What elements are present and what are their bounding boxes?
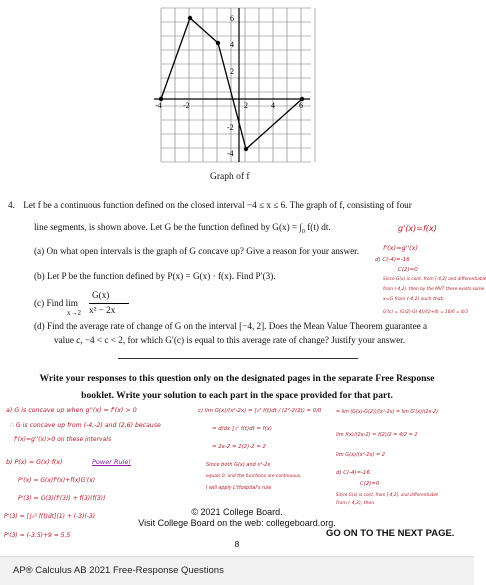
hw-g-prime: g'(x)=f(x) (398, 224, 437, 233)
hw-d-2: C(2)=0 (398, 267, 418, 273)
tick-label-y: 4 (230, 40, 234, 49)
part-c-numerator: G(x) (92, 290, 110, 300)
visit-text: Visit College Board on the web: collegeboard.org. (138, 518, 336, 528)
tick-label-x: -4 (155, 101, 162, 110)
tick-label-x: -2 (183, 101, 190, 110)
hw-c-1: c) lim G(x)/(x²-2x) = ∫₀² f(t)dt / (2²-2(2)) = 0/0 (198, 408, 322, 414)
hw-d-3: Since G(x) is cont. from [-4,2] and differentiable (383, 277, 486, 282)
tick-label-y: -2 (227, 123, 234, 132)
graph-caption: Graph of f (210, 172, 250, 182)
hw-b-1: b) P(x) = G(x)·f(x) (6, 459, 63, 466)
part-d-line-2: value c, −4 < c < 2, for which G′(c) is equal to this average rate of change? Justify your answer. (54, 335, 405, 345)
instructions-line-2: booklet. Write your solution to each part in the space provided for that part. (81, 390, 393, 401)
hw-d-6: G'(c) = (G(2)-G(-4))/(2+4) = 16/6 = 8/3 (383, 310, 468, 315)
part-d-line-1: (d) Find the average rate of change of G on the interval [−4, 2]. Does the Mean Value Theorem guarantee a (34, 321, 428, 331)
hw-d-4: from (-4,2), then by the MVT there exists some (383, 287, 485, 292)
part-c-denominator: x² − 2x (89, 305, 116, 315)
hw-c-6: I will apply L'Hospital's rule (206, 486, 272, 491)
question-stem-line-2: line segments, is shown above. Let G be the function defined by G(x) = ∫ (34, 222, 302, 232)
part-c-sub: x→2 (67, 309, 81, 317)
question-number: 4. (8, 200, 15, 210)
hw-b-power: Power Rule! (92, 458, 131, 466)
hw-b-4: P'(3) = [∫₀³ f(t)dt](1) + (-3)(-3) (4, 513, 96, 520)
part-c-label: (c) Find lim (34, 298, 78, 308)
graph-point (244, 147, 248, 151)
page-number: 8 (234, 539, 240, 549)
tick-label-y: 2 (230, 67, 234, 76)
hw-c-4: Since both G(x) and x²-2x (206, 462, 271, 468)
hw-c-9: lim G(x)/(x²-2x) = 2 (336, 452, 386, 458)
graph-point (188, 16, 192, 20)
divider (118, 358, 358, 359)
graph-point (216, 41, 220, 45)
graph-of-f (150, 4, 315, 166)
question-stem-line-1: Let f be a continuous function defined on the closed interval −4 ≤ x ≤ 6. The graph of f, consisting of four (23, 200, 412, 210)
hw-d2-1: d) C(-4)=-16 (336, 470, 370, 476)
tick-label-x: 4 (271, 101, 275, 110)
tick-label-x: 2 (244, 101, 248, 110)
question-stem-line-2b: f(t) dt. (307, 222, 331, 232)
hw-c-3: = 2x-2 = 2(2)-2 = 2 (212, 444, 266, 450)
hw-b-2: P'(x) = G(x)f'(x)+f(x)G'(x) (18, 477, 96, 484)
question-stem (8, 200, 412, 212)
hw-b-5: P'(3) = (-3.5)+9 = 5.5 (4, 532, 71, 539)
part-a: (a) On what open intervals is the graph of G concave up? Give a reason for your answer. (34, 246, 360, 256)
footer-bar (0, 556, 474, 585)
hw-b-3: P'(3) = G(3)(f'(3)) + f(3)(f(3)) (18, 495, 106, 502)
hw-a-3: f'(x)=g''(x)>0 on these intervals (14, 436, 112, 443)
hw-a-2: ∴ G is concave up from (-4,-2) and (2,6) because (10, 422, 161, 429)
hw-a-1: a) G is concave up when g''(x) = f'(x) > 0 (6, 407, 137, 414)
tick-label-y: 6 (230, 14, 234, 23)
hw-d-5: x=G from (-4,2) such that; (383, 297, 444, 302)
copyright: © 2021 College Board. (191, 507, 283, 517)
document-title: AP® Calculus AB 2021 Free-Response Questions (13, 565, 224, 576)
hw-fprime: f'(x)=g''(x) (383, 244, 419, 252)
instructions-line-1: Write your responses to this question only on the designated pages in the separate Free Response (39, 373, 435, 384)
hw-c-7: lim f(x)/(2x-2) = f(2)/2 = 4/2 = 2 (336, 432, 418, 438)
question-stem-2-row: line segments, is shown above. Let G be the function defined by $G(x) = \int_0$ f(t) dt. (34, 222, 331, 235)
hw-d2-2: C(2)=0 (360, 481, 380, 487)
hw-d2-3: Since G(x) is cont. from [-4,2], and differentiable (336, 492, 439, 497)
hw-d-1: d) C(-4)=-16 (375, 257, 410, 263)
part-b: (b) Let P be the function defined by P(x) = G(x) · f(x). Find P′(3). (34, 271, 276, 281)
tick-label-y: -4 (227, 149, 234, 158)
hw-d2-4: from (-4,2), then (336, 501, 375, 506)
go-on-text: GO ON TO THE NEXT PAGE. (326, 528, 455, 539)
tick-label-x: 6 (299, 101, 303, 110)
hw-c-8: = lim (G(x)-G(2))/(x²-2x) = lim G'(x)/(2x-2) (336, 410, 439, 415)
hw-c-2: = d/dx ∫₀ˣ f(t)dt = f(x) (212, 426, 272, 432)
hw-c-5: equals 0, and the functions are continuous, (206, 474, 302, 479)
